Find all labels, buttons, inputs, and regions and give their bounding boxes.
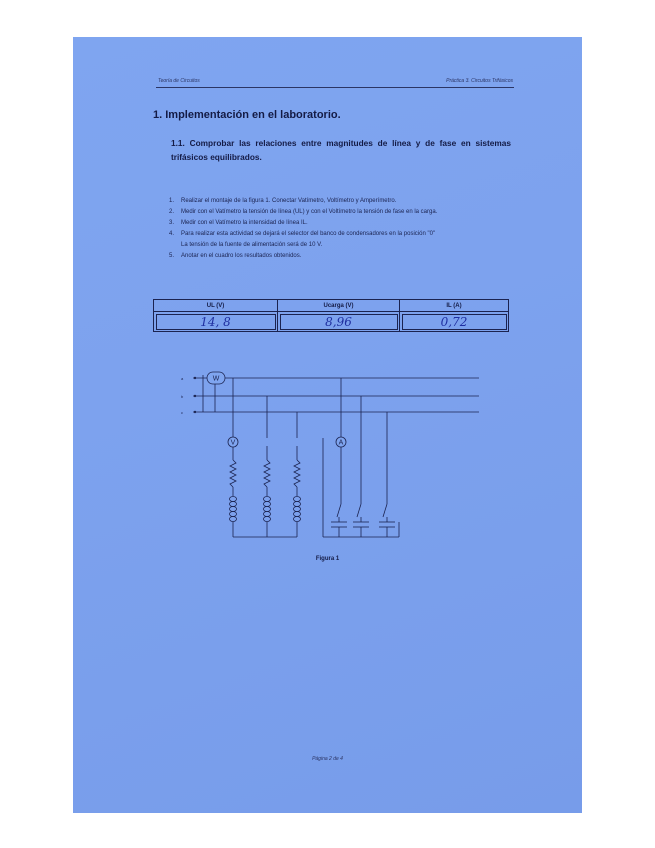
header-practice: Práctica 3. Circuitos Trifásicos	[446, 78, 513, 84]
instruction-item: 1. Realizar el montaje de la figura 1. Conectar Vatímetro, Voltímetro y Amperímetro.	[169, 198, 397, 204]
phase-label-a: a	[181, 376, 184, 381]
table-value-ucarga: 8,96	[278, 312, 400, 332]
subsection-title: 1.1. Comprobar las relaciones entre magnitudes de línea y de fase en sistemas trifásicos equilibrados.	[171, 138, 511, 162]
switch-3	[383, 504, 387, 517]
page-number: Página 2 de 4	[312, 756, 343, 762]
voltmeter-label: V	[230, 439, 236, 447]
table-header-ul: UL (V)	[154, 300, 278, 312]
instruction-item: 2. Medir con el Vatímetro la tensión de línea (UL) y con el Voltímetro la tensión de fase en la carga.	[169, 209, 438, 215]
instruction-item: La tensión de la fuente de alimentación será de 10 V.	[181, 242, 323, 248]
instruction-list	[169, 196, 513, 262]
phase-label-b: b	[181, 394, 184, 399]
table-value-ul: 14, 8	[154, 312, 278, 332]
table-value-il: 0,72	[400, 312, 509, 332]
circuit-diagram	[173, 362, 493, 552]
wattmeter-label: W	[212, 375, 220, 383]
table-header-ucarga: Ucarga (V)	[278, 300, 400, 312]
switch-1	[337, 504, 341, 517]
inductor-coil-1	[230, 497, 237, 522]
ammeter-label: A	[338, 439, 344, 447]
table-header-il: IL (A)	[400, 300, 509, 312]
header-course: Teoría de Circuitos	[158, 78, 200, 84]
section-title: 1. Implementación en el laboratorio.	[153, 109, 341, 121]
instruction-item: 4. Para realizar esta actividad se dejará el selector del banco de condensadores en la posición "0"	[169, 231, 436, 237]
inductor-coil-3	[294, 497, 301, 522]
instruction-item: 3. Medir con el Vatímetro la intensidad de línea IL.	[169, 220, 308, 226]
document-page	[73, 37, 582, 813]
switch-2	[357, 504, 361, 517]
inductor-coil-2	[264, 497, 271, 522]
header-rule	[156, 87, 514, 88]
phase-label-c: c	[181, 410, 183, 415]
figure-caption: Figura 1	[315, 556, 340, 562]
instruction-item: 5. Anotar en el cuadro los resultados obtenidos.	[169, 253, 302, 259]
results-table	[153, 299, 509, 332]
